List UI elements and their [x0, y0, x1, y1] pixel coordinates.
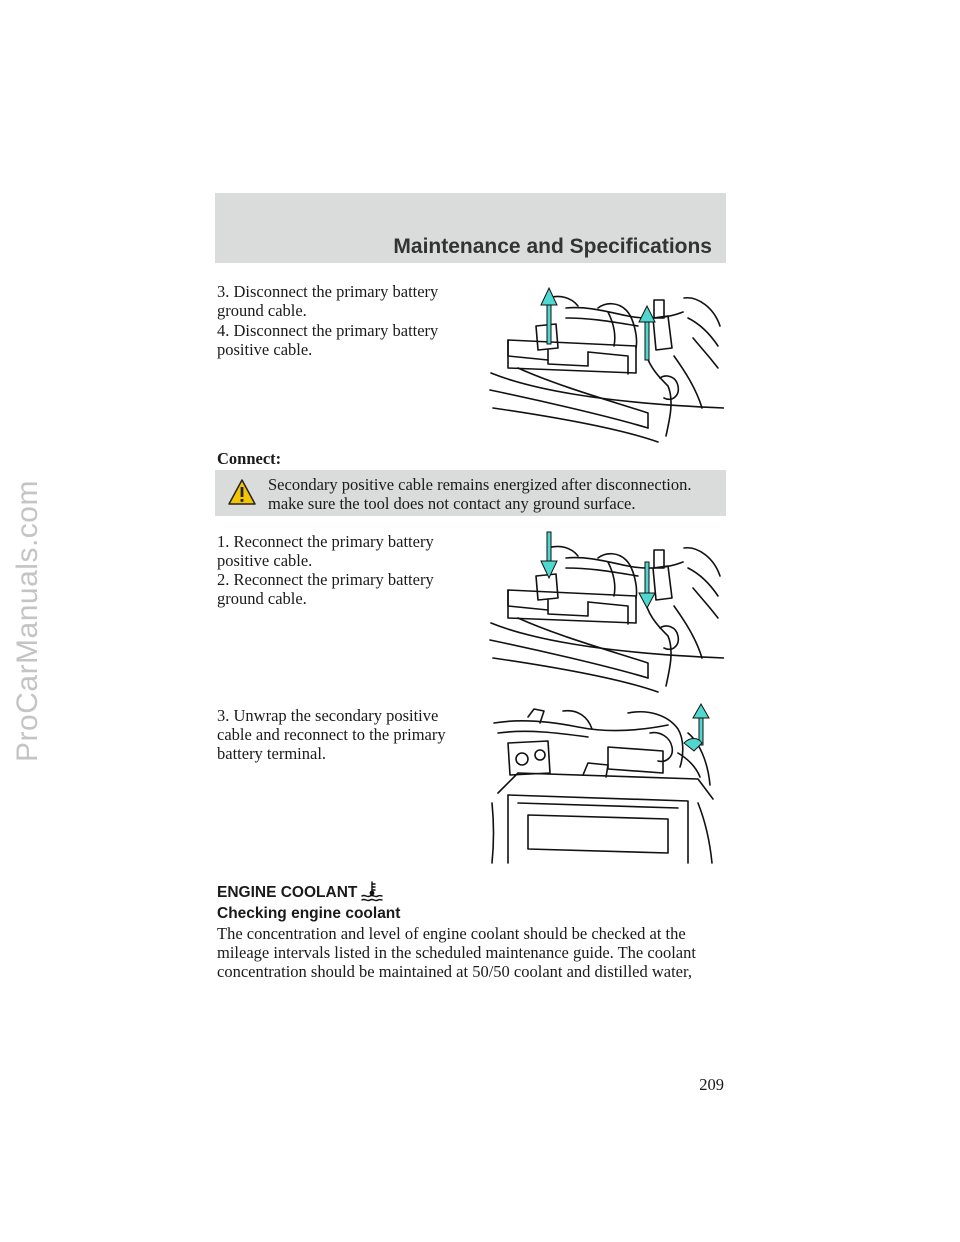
coolant-heading: ENGINE COOLANT — [217, 880, 384, 902]
warning-box — [215, 470, 726, 516]
connect-step-1: 1. Reconnect the primary battery positive cable. — [217, 532, 434, 570]
disconnect-step-3: 3. Disconnect the primary battery ground cable. — [217, 282, 439, 320]
coolant-body: The concentration and level of engine coolant should be checked at the mileage intervals listed in the scheduled maintenance guide. The coolant concentration should be maintained at 50/50 coolant and distilled water, — [217, 924, 696, 981]
section-header — [215, 193, 726, 263]
page-number: 209 — [699, 1075, 724, 1094]
watermark: ProCarManuals.com — [11, 480, 44, 762]
figure-secondary-cable — [488, 703, 724, 868]
figure-disconnect-cables — [488, 278, 724, 443]
warning-text: Secondary positive cable remains energized after disconnection. make sure the tool does not contact any ground surface. — [268, 475, 692, 513]
connect-step-3: 3. Unwrap the secondary positive cable and reconnect to the primary battery terminal. — [217, 706, 446, 763]
connect-heading: Connect: — [217, 449, 282, 468]
figure-reconnect-cables — [488, 528, 724, 693]
disconnect-step-4: 4. Disconnect the primary battery positive cable. — [217, 321, 439, 359]
coolant-temperature-icon — [360, 880, 384, 902]
connect-step-2: 2. Reconnect the primary battery ground cable. — [217, 570, 434, 608]
section-title: Maintenance and Specifications — [393, 235, 712, 258]
coolant-subheading: Checking engine coolant — [217, 905, 401, 922]
warning-triangle-icon — [227, 478, 257, 506]
